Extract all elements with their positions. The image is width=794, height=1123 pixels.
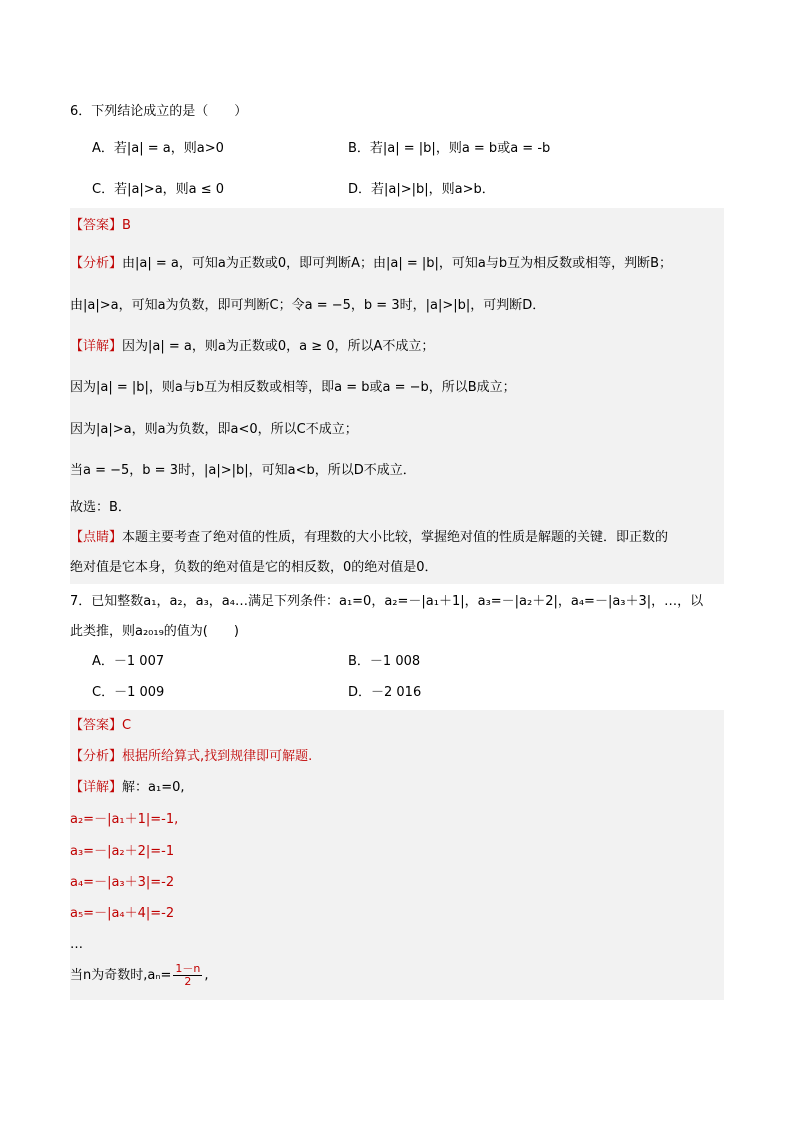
comment-tag: 【点睛】 [70,530,123,545]
detail-tag: 【详解】 [70,780,123,795]
q7-stem-line-1: 7．已知整数a₁，a₂，a₃，a₄…满足下列条件：a₁=0，a₂=－|a₁＋1|，a₃=－|a₂＋2|，a₄=－|a₃＋3|，…，以 [70,594,704,609]
q6-comment-text-1: 本题主要考查了绝对值的性质，有理数的大小比较，掌握绝对值的性质是解题的关键．即正数的 [122,530,669,545]
q6-analysis-text-1: 由|a| = a，可知a为正数或0，即可判断A；由|a| = |b|，可知a与b互为相反数或相等，判断B； [122,256,673,271]
fraction [173,963,202,988]
analysis-tag: 【分析】 [70,749,123,764]
q7-detail-text-1: 解：a₁=0, [122,780,185,795]
q6-detail-line-4: 当a = −5，b = 3时，|a|>|b|，可知a<b，所以D不成立． [70,463,416,478]
q6-comment-line-2: 绝对值是它本身，负数的绝对值是它的相反数，0的绝对值是0． [70,560,438,575]
q6-option-c: C．若|a|>a，则a ≤ 0 [92,182,225,197]
q7-analysis-line [70,747,724,767]
fraction-denominator: 2 [184,975,192,988]
q6-detail-line-1 [70,337,724,357]
q6-comment-line-1 [70,528,724,548]
q7-analysis-text: 根据所给算式,找到规律即可解题. [122,749,313,764]
q6-answer-line [70,216,724,236]
analysis-tag: 【分析】 [70,256,123,271]
q7-detail-line-5: a₅=－|a₄＋4|=-2 [70,906,175,921]
answer-tag: 【答案】 [70,218,123,233]
q7-stem-line-2: 此类推，则a₂₀₁₉的值为( ) [70,624,239,639]
fraction-numerator: 1－n [175,962,201,975]
q6-stem: 6．下列结论成立的是（ ） [70,104,248,119]
q7-option-b: B．－1 008 [348,654,421,669]
q6-detail-line-3: 因为|a|>a，则a为负数，即a<0，所以C不成立； [70,422,358,437]
q7-option-c: C．－1 009 [92,685,165,700]
q6-option-d: D．若|a|>|b|，则a>b． [348,182,495,197]
q7-detail-line-7 [70,962,724,990]
q6-analysis-line-1 [70,254,724,274]
q6-answer-value: B [122,218,131,233]
q7-answer-value: C [122,718,132,733]
q7-option-a: A．－1 007 [92,654,165,669]
q7-detail-line-2: a₂=－|a₁＋1|=-1, [70,812,179,827]
q6-option-a: A．若|a| = a，则a>0 [92,141,224,156]
q6-analysis-line-2: 由|a|>a，可知a为负数，即可判断C；令a = −5，b = 3时，|a|>|b|，可判断D． [70,298,546,313]
q6-choose-line: 故选：B． [70,500,131,515]
q7-detail-line-1 [70,778,724,798]
q7-detail-line-4: a₄=－|a₃＋3|=-2 [70,875,175,890]
q7-answer-line [70,716,724,736]
q7-detail-line-3: a₃=－|a₂＋2|=-1 [70,844,175,859]
q7-detail-line-6: … [70,937,83,952]
q7-detail-text-7: 当n为奇数时,aₙ= [70,968,172,983]
detail-tag: 【详解】 [70,339,123,354]
q7-detail-suffix: , [204,968,209,983]
q6-detail-line-2: 因为|a| = |b|，则a与b互为相反数或相等，即a = b或a = −b，所以B成立； [70,380,516,395]
q6-option-b: B．若|a| = |b|，则a = b或a = -b [348,141,551,156]
answer-tag: 【答案】 [70,718,123,733]
q7-option-d: D．－2 016 [348,685,422,700]
q6-detail-text-1: 因为|a| = a，则a为正数或0，a ≥ 0，所以A不成立； [122,339,435,354]
